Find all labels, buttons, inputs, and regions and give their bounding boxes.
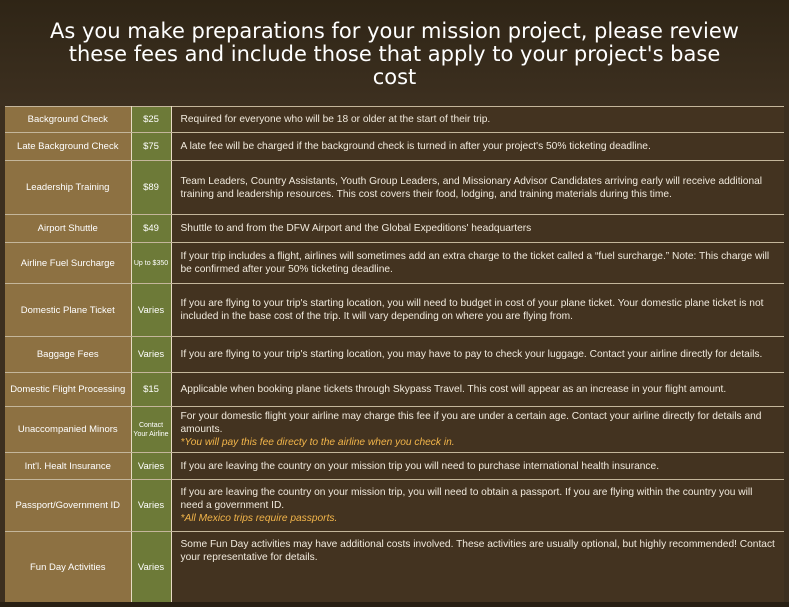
description-text: Applicable when booking plane tickets through Skypass Travel. This cost will appear as an increase in your flight amount. xyxy=(180,384,727,395)
fee-name: Domestic Plane Ticket xyxy=(5,284,131,337)
fees-table xyxy=(5,106,784,603)
fee-cost: Varies xyxy=(131,480,171,532)
description-text: Team Leaders, Country Assistants, Youth Group Leaders, and Missionary Advisor Candidates arriving early will receive additional training and leadership resources. This cost covers their food, lodging, and training materials during this time. xyxy=(180,175,763,200)
description-text: If you are flying to your trip's starting location, you may have to pay to check your luggage. Contact your airline directly for details. xyxy=(180,349,763,360)
description-text: If you are flying to your trip's starting location, you will need to budget in cost of your plane ticket. Your domestic plane ticket is not included in the base cost of the trip. It will vary depending on where you are flying from. xyxy=(180,298,764,322)
fee-name: Fun Day Activities xyxy=(5,532,131,603)
fee-note: *All Mexico trips require passports. xyxy=(180,513,338,524)
fee-description xyxy=(171,337,784,373)
fee-cost: Contact Your Airline xyxy=(131,407,171,453)
table-row xyxy=(5,373,784,407)
fee-name: Domestic Flight Processing xyxy=(5,373,131,407)
fee-name: Background Check xyxy=(5,107,131,133)
table-row xyxy=(5,107,784,133)
fee-description xyxy=(171,532,784,603)
table-row xyxy=(5,337,784,373)
fee-description xyxy=(171,107,784,133)
fee-description xyxy=(171,133,784,161)
table-row xyxy=(5,453,784,480)
fee-description xyxy=(171,161,784,215)
fee-name: Airport Shuttle xyxy=(5,215,131,243)
fee-cost: $49 xyxy=(131,215,171,243)
fee-name: Airline Fuel Surcharge xyxy=(5,243,131,284)
description-text: A late fee will be charged if the background check is turned in after your project's 50% ticketing deadline. xyxy=(180,141,651,152)
fee-cost: Up to $350 xyxy=(131,243,171,284)
description-text: If you are leaving the country on your mission trip, you will need to obtain a passport. If you are flying within the country you will need a government ID. xyxy=(180,487,753,511)
fee-cost: Varies xyxy=(131,532,171,603)
fee-description xyxy=(171,453,784,480)
fee-cost: Varies xyxy=(131,453,171,480)
header-banner xyxy=(0,0,789,106)
table-row xyxy=(5,480,784,532)
fee-name: Baggage Fees xyxy=(5,337,131,373)
fee-cost: $25 xyxy=(131,107,171,133)
table-row xyxy=(5,133,784,161)
description-text: If your trip includes a flight, airlines will sometimes add an extra charge to the ticket called a “fuel surcharge.” Note: This charge will be confirmed after your 50% ticketing deadline. xyxy=(180,251,770,275)
description-text: Required for everyone who will be 18 or older at the start of their trip. xyxy=(180,114,491,125)
description-text: Some Fun Day activities may have additional costs involved. These activities are usually optional, but highly recommended! Contact your representative for details. xyxy=(180,539,775,563)
fee-cost: Varies xyxy=(131,284,171,337)
fee-description xyxy=(171,373,784,407)
fee-name: Passport/Government ID xyxy=(5,480,131,532)
table-row xyxy=(5,243,784,284)
page-title: As you make preparations for your mission project, please review these fees and include those that apply to your project's base cost xyxy=(49,18,739,89)
fee-name: Unaccompanied Minors xyxy=(5,407,131,453)
fee-description xyxy=(171,243,784,284)
fee-note: *You will pay this fee directy to the airline when you check in. xyxy=(180,437,455,448)
fee-description xyxy=(171,480,784,532)
fee-description xyxy=(171,215,784,243)
table-row xyxy=(5,161,784,215)
fee-cost: $15 xyxy=(131,373,171,407)
fee-description xyxy=(171,284,784,337)
table-row xyxy=(5,407,784,453)
description-text: Shuttle to and from the DFW Airport and the Global Expeditions' headquarters xyxy=(180,223,532,234)
table-row xyxy=(5,532,784,603)
fee-cost: $75 xyxy=(131,133,171,161)
table-row xyxy=(5,284,784,337)
table-row xyxy=(5,215,784,243)
fee-name: Int'l. Healt Insurance xyxy=(5,453,131,480)
fee-name: Leadership Training xyxy=(5,161,131,215)
description-text: If you are leaving the country on your mission trip you will need to purchase international health insurance. xyxy=(180,460,660,472)
fee-cost: $89 xyxy=(131,161,171,215)
bottom-border xyxy=(0,602,789,607)
fee-cost: Varies xyxy=(131,337,171,373)
description-text: For your domestic flight your airline may charge this fee if you are under a certain age. Contact your airline directly for details and amounts. xyxy=(180,411,762,435)
fee-name: Late Background Check xyxy=(5,133,131,161)
fee-description xyxy=(171,407,784,453)
